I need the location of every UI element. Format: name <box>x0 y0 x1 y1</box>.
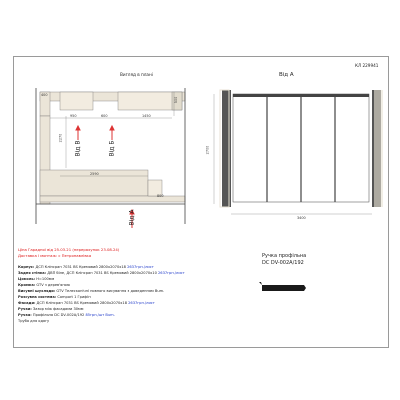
spec-line-0: Корпус: ДСП Кліпсран 7031 BS Кремовий 2800х2070х18 2637грн./лист <box>18 265 154 269</box>
dim-right-vertical: 500 <box>174 96 179 104</box>
dim-top-mid: 600 <box>101 114 108 118</box>
dim-left-vertical: 2270 <box>58 133 63 143</box>
handle-code: DC DV-002A/192 <box>262 260 304 266</box>
spec-line-7: Ручки: Зазор між фасадами 30мм <box>18 307 84 311</box>
spec-line-1: Задня стінка: ДВП білe, ДСП Кліпсран 7031 BS Кремовий 2800х2070х10 2637грн./лист <box>18 271 185 275</box>
plan-title: Вигляд в плані <box>120 72 153 77</box>
dim-left-box: 400 <box>41 93 48 97</box>
spec-line-9: Труба для одягу <box>18 319 50 323</box>
price-note: Ціна Гарадної від 25.03.21 (перерахунок 23.08.24) <box>18 247 120 252</box>
spec-line-4: Висувні шухляди: GTV Телескопічні повного висування з доведенням Bum. <box>18 289 165 293</box>
handle-title: Ручка профільна <box>262 253 307 259</box>
spec-line-3: Кромка: GTV з дерев'яною <box>18 283 70 287</box>
delivery-note: Доставка і монтаж: с Петропавлівка <box>18 253 92 258</box>
dim-top-left: 950 <box>70 114 77 118</box>
elevation-title: Від А <box>279 72 294 78</box>
order-code: КЛ 229941 <box>355 63 379 68</box>
handle-profile <box>262 285 306 291</box>
spec-line-2: Цоколь: H=100мм <box>18 277 55 281</box>
spec-line-5: Розсувна система: Comport 1 Грифін <box>18 295 91 299</box>
dim-bottom-width: 2590 <box>90 172 99 176</box>
view-label-b: Від В <box>74 140 82 157</box>
spec-line-8: Ручка: Профільна DC DV-002A/192 85грн./шт Bum. <box>18 313 115 317</box>
elevation-width-dim: 3400 <box>297 216 306 220</box>
dim-bottom-right: 800 <box>157 194 164 198</box>
view-label-v: Від Б <box>108 140 116 157</box>
spec-line-6: Фасади: ДСП Кліпсран 7031 BS Кремовий 2800х2070х18 2637грн./лист <box>18 301 155 305</box>
elevation-height-dim: 2700 <box>205 145 210 155</box>
dim-top-right: 1450 <box>142 114 151 118</box>
view-label-a: Від А <box>128 209 136 226</box>
